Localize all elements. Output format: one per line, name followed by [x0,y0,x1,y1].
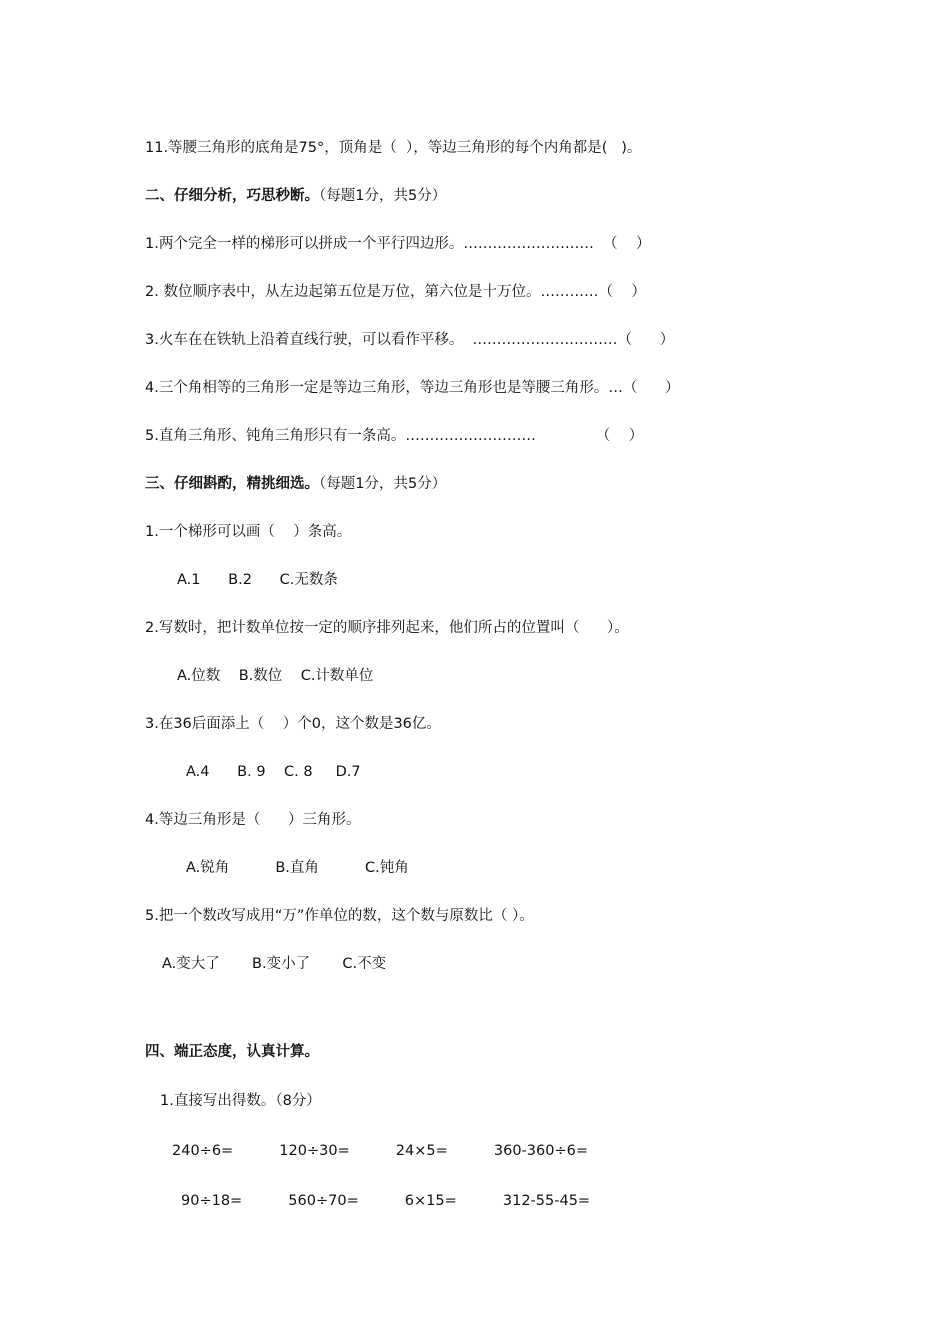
section-3-note: （每题1分，共5分） [319,476,447,492]
choice-question-5: 5.把一个数改写成用“万”作单位的数，这个数与原数比（ ）。 [145,908,534,924]
choice-question-3: 3.在36后面添上（ ）个0，这个数是36亿。 [145,716,441,732]
section-2-note: （每题1分，共5分） [319,188,447,204]
judge-item-4: 4.三个角相等的三角形一定是等边三角形，等边三角形也是等腰三角形。…（ ） [145,380,680,396]
judge-item-1: 1.两个完全一样的梯形可以拼成一个平行四边形。……………………… （ ） [145,236,651,252]
choice-options-5: A.变大了 B.变小了 C.不变 [162,956,387,972]
choice-options-3: A.4 B. 9 C. 8 D.7 [186,764,361,780]
choice-options-2: A.位数 B.数位 C.计数单位 [177,668,374,684]
section-3-title: 三、仔细斟酌，精挑细选。 [145,476,319,492]
calc-row-2: 90÷18= 560÷70= 6×15= 312-55-45= [181,1193,591,1209]
section-3-heading [145,474,446,494]
question-11: 11.等腰三角形的底角是75°，顶角是（ ），等边三角形的每个内角都是( )。 [145,140,642,156]
calc-subheading-1: 1.直接写出得数。（8分） [160,1093,321,1109]
choice-question-1: 1.一个梯形可以画（ ）条高。 [145,524,352,540]
choice-question-4: 4.等边三角形是（ ）三角形。 [145,812,361,828]
judge-item-2: 2. 数位顺序表中，从左边起第五位是万位，第六位是十万位。…………（ ） [145,284,646,300]
choice-question-2: 2.写数时，把计数单位按一定的顺序排列起来，他们所占的位置叫（ ）。 [145,620,629,636]
choice-options-1: A.1 B.2 C.无数条 [177,572,338,588]
calc-row-1: 240÷6= 120÷30= 24×5= 360-360÷6= [172,1143,588,1159]
choice-options-4: A.锐角 B.直角 C.钝角 [186,860,409,876]
section-2-title: 二、仔细分析，巧思秒断。 [145,188,319,204]
judge-item-3: 3.火车在在铁轨上沿着直线行驶，可以看作平移。 …………………………（ ） [145,332,675,348]
judge-item-5: 5.直角三角形、钝角三角形只有一条高。……………………… （ ） [145,428,644,444]
section-4-title: 四、端正态度，认真计算。 [145,1044,319,1060]
section-2-heading [145,186,446,206]
